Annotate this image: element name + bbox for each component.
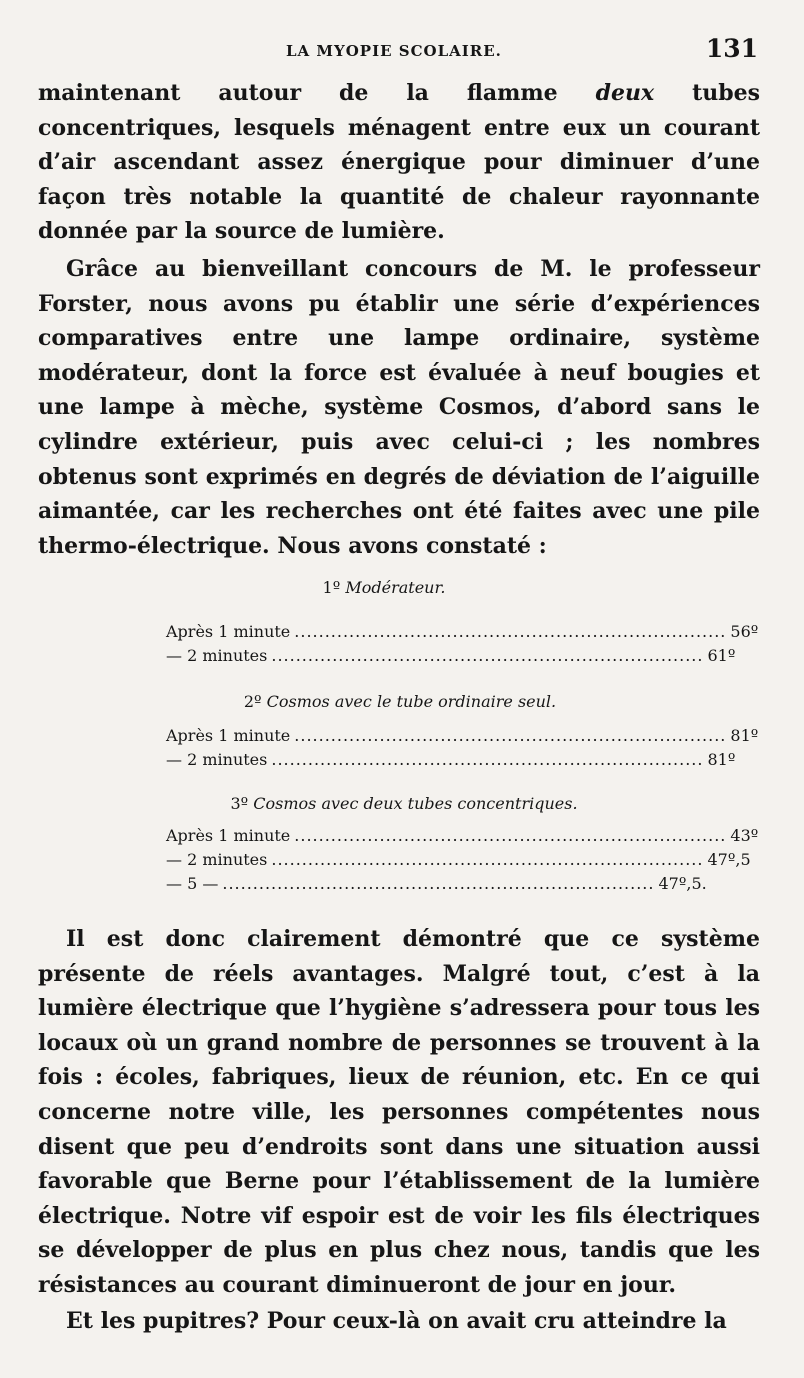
row-label: Après 1 minute [166,726,291,745]
section-number: 3º [230,794,249,813]
page-number: 131 [705,34,758,63]
paragraph-1-italic: deux [595,80,655,106]
paragraph-1 [38,76,760,249]
dot-leader: ....................................................................... [294,826,727,845]
table-row [166,726,759,750]
table-row [166,850,751,874]
section-name: Cosmos avec deux tubes concentriques. [253,794,578,813]
dot-leader: ....................................................................... [271,646,704,665]
row-value: 61º [707,646,736,665]
dot-leader: ....................................................................... [271,850,704,869]
row-label: — 2 minutes [166,646,268,665]
paragraph-1-end: tubes concentriques, lesquels ménagent entre eux un courant d’air ascendant assez énergique pour diminuer d’une façon très notable la quantité de chaleur rayonnante donnée par la source de lumière. [38,80,760,245]
row-value: 81º [730,726,759,745]
row-label: — 2 minutes [166,750,268,769]
row-value: 56º [730,622,759,641]
page-header [38,36,758,70]
row-label: — 5 — [166,874,219,893]
section-title-3 [4,794,804,813]
row-label: Après 1 minute [166,826,291,845]
table-row [166,826,759,850]
table-row [166,750,736,774]
paragraph-1-start: maintenant autour de la flamme [38,80,596,106]
row-label: — 2 minutes [166,850,268,869]
section-title-1 [0,578,784,597]
row-value: 81º [707,750,736,769]
dot-leader: ....................................................................... [222,874,655,893]
table-row [166,874,707,898]
row-label: Après 1 minute [166,622,291,641]
dot-leader: ....................................................................... [294,622,727,641]
dot-leader: ....................................................................... [271,750,704,769]
paragraph-4: Et les pupitres? Pour ceux-là on avait cru atteindre la [66,1308,727,1334]
paragraph-2: Grâce au bienveillant concours de M. le professeur Forster, nous avons pu établir une série d’expériences comparatives entre une lampe ordinaire, système modérateur, dont la force est évaluée à neuf bougies et une lampe à mèche, système Cosmos, d’abord sans le cylindre extérieur, puis avec celui-ci ; les nombres obtenus sont exprimés en degrés de déviation de l’aiguille aimantée, car les recherches ont été faites avec une pile thermo-électrique. Nous avons constaté : [38,256,760,559]
row-value: 43º [730,826,759,845]
row-value: 47º,5. [658,874,707,893]
table-row [166,622,759,646]
section-name: Modérateur. [345,578,446,597]
section-title-2 [0,692,800,711]
running-title: LA MYOPIE SCOLAIRE. [286,42,502,60]
paragraph-3: Il est donc clairement démontré que ce système présente de réels avantages. Malgré tout, c’est à la lumière électrique que l’hygiène s’adressera pour tous les locaux où un grand nombre de personnes se trouvent à la fois : écoles, fabriques, lieux de réunion, etc. En ce qui concerne notre ville, les personnes compétentes nous disent que peu d’endroits sont dans une situation aussi favorable que Berne pour l’établissement de la lumière électrique. Notre vif espoir est de voir les fils électriques se développer de plus en plus chez nous, tandis que les résistances au courant diminueront de jour en jour. [38,926,760,1298]
dot-leader: ....................................................................... [294,726,727,745]
section-number: 1º [322,578,341,597]
section-number: 2º [243,692,262,711]
table-row [166,646,736,670]
section-name: Cosmos avec le tube ordinaire seul. [266,692,557,711]
row-value: 47º,5 [707,850,751,869]
